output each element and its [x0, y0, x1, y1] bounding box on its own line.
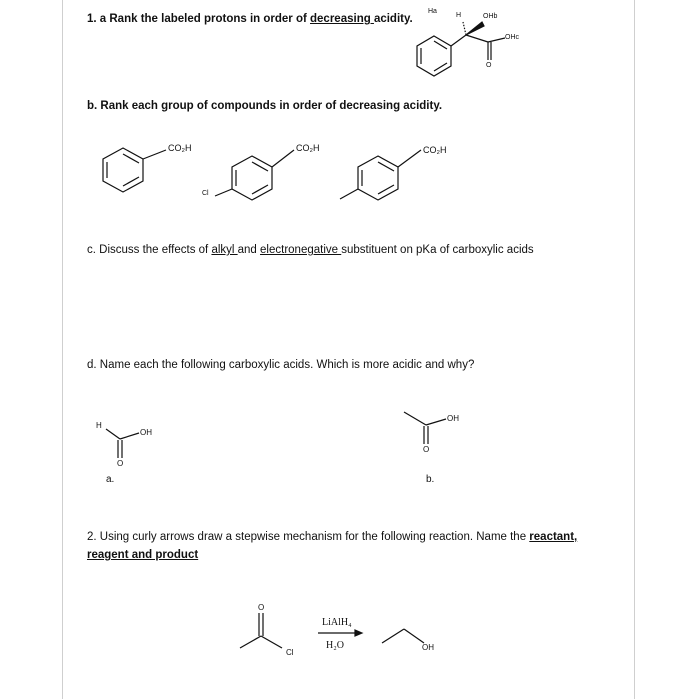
q1b-chlorobenzoic-acid — [215, 150, 294, 200]
reagent-lialh4: LiAlH₄ — [322, 617, 352, 628]
label-cl-2: Cl — [286, 648, 294, 657]
label-oh-2: OH — [422, 643, 434, 652]
q2-reagent-product: reagent and product — [87, 549, 199, 561]
question-1d: d. Name each the following carboxylic acids. Which is more acidic and why? — [87, 359, 475, 371]
label-a: a. — [106, 474, 115, 485]
q1a-structure — [417, 22, 505, 76]
q1a-suffix: acidity. — [373, 13, 413, 25]
label-o-1db: O — [423, 445, 430, 454]
q1d-acid-b — [404, 412, 446, 444]
q2-product-structure — [382, 629, 424, 643]
q1a-benzene-ring — [417, 36, 451, 76]
q1c-electronegative: electronegative — [260, 244, 342, 256]
label-o-2: O — [258, 603, 265, 612]
label-co2h-1: CO₂H — [168, 143, 192, 153]
label-h: H — [456, 12, 462, 19]
q1c-and: and — [237, 244, 261, 256]
label-co2h-3: CO₂H — [423, 145, 447, 155]
q1a-text: 1. a Rank the labeled protons in order of — [87, 13, 311, 25]
label-ha: Ha — [428, 8, 437, 15]
label-cl-1b: Cl — [202, 190, 209, 197]
label-co2h-2: CO₂H — [296, 143, 320, 153]
label-b: b. — [426, 474, 435, 485]
question-1b: b. Rank each group of compounds in order of decreasing acidity. — [87, 100, 443, 112]
label-ohb: OHb — [483, 13, 498, 20]
label-h-1d: H — [96, 421, 102, 430]
q2-reactant-structure — [240, 613, 282, 648]
q1b-methylbenzoic-acid — [340, 150, 421, 200]
q2-reactant: reactant, — [529, 531, 578, 543]
q1a-wedge-bond — [466, 22, 484, 35]
q2-reaction-arrow — [318, 630, 362, 636]
q2-text: 2. Using curly arrows draw a stepwise mechanism for the following reaction. Name the — [87, 531, 530, 543]
label-o-1a: O — [486, 62, 492, 69]
q1c-alkyl: alkyl — [211, 244, 238, 256]
q1c-text: c. Discuss the effects of — [87, 244, 212, 256]
label-oh-1da: OH — [140, 428, 152, 437]
q1c-suffix: substituent on pKa of carboxylic acids — [341, 244, 534, 256]
label-ohc: OHc — [505, 34, 519, 41]
q1b-benzoic-acid — [103, 148, 166, 192]
reagent-h2o: H₂O — [326, 640, 344, 651]
q1a-underlined: decreasing — [310, 13, 374, 25]
label-o-1da: O — [117, 459, 124, 468]
q1d-acid-a — [106, 429, 139, 458]
label-oh-1db: OH — [447, 414, 459, 423]
